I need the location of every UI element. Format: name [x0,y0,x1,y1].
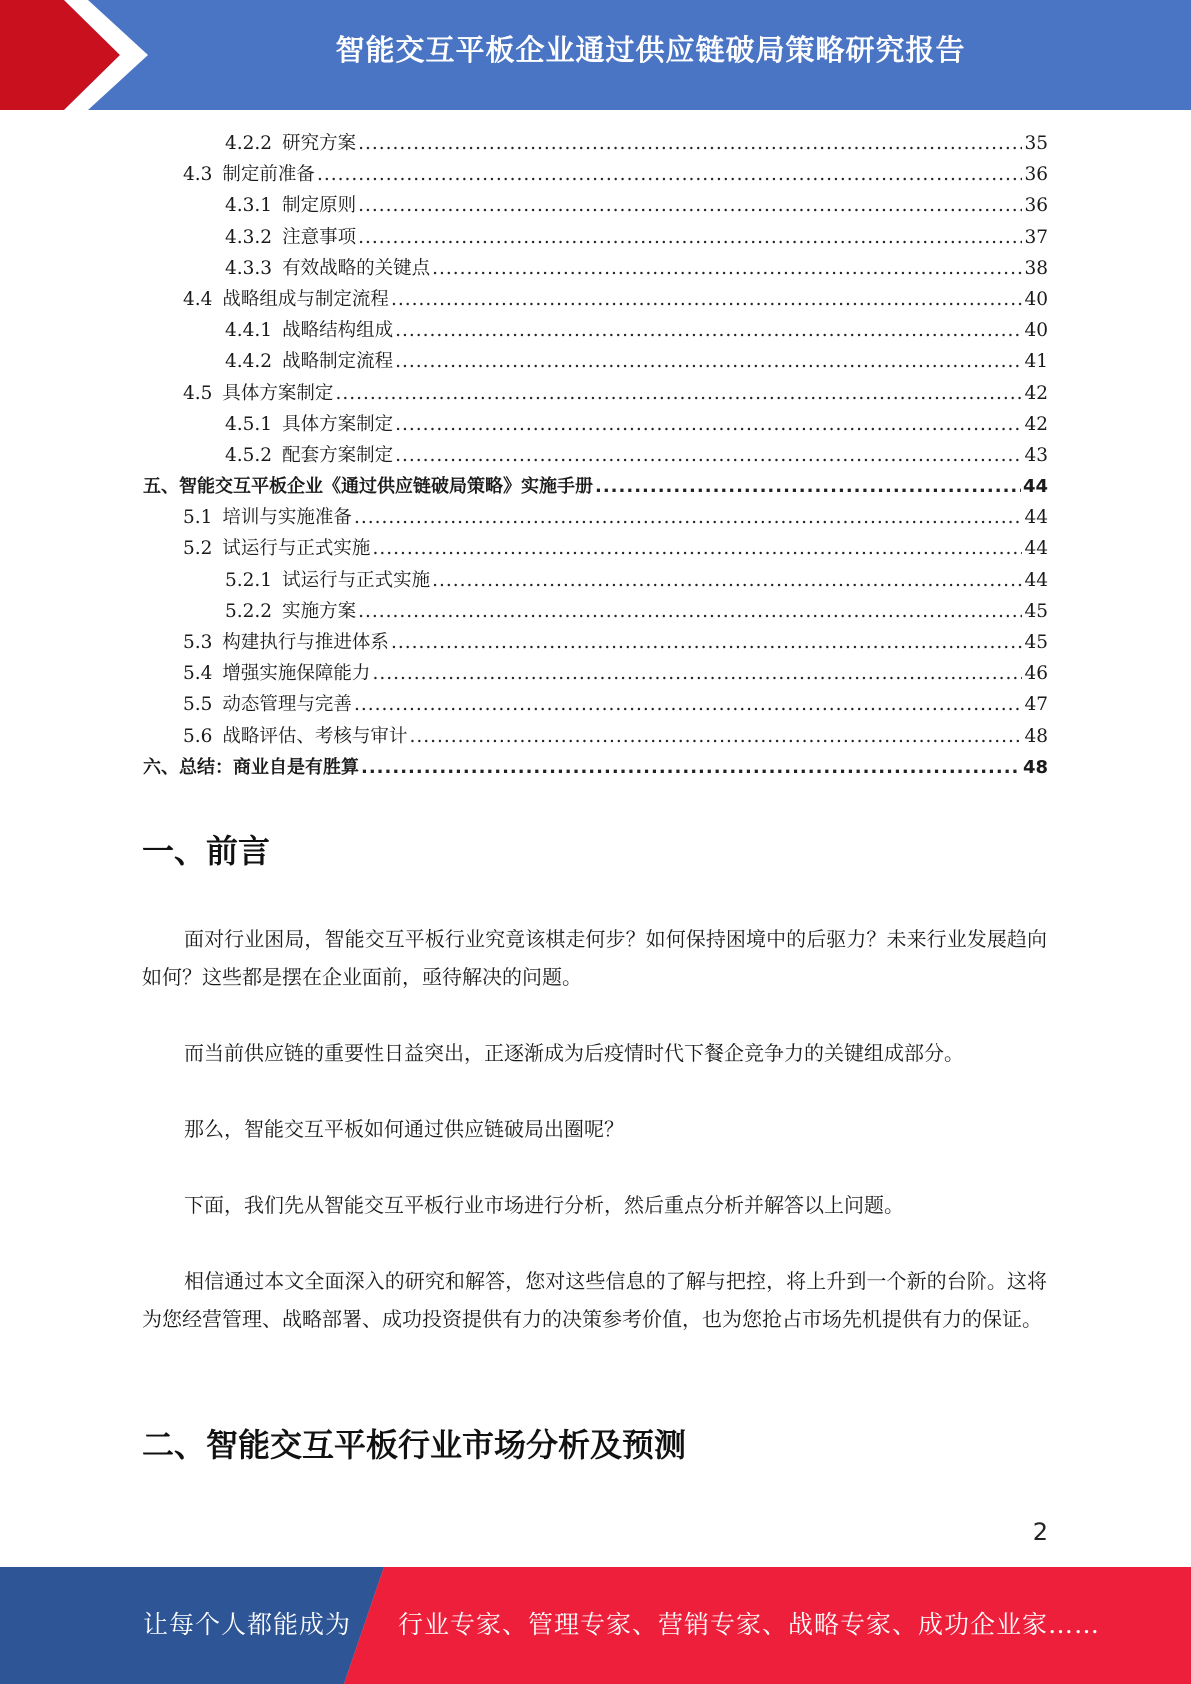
toc-leader-dots [391,284,1023,315]
toc-entry-number: 5.1 [183,507,213,529]
toc-entry-label: 注意事项 [282,226,357,248]
toc-entry-page: 38 [1024,257,1048,279]
toc-entry-number: 4.4.2 [225,351,273,373]
toc-leader-dots [595,471,1021,502]
toc-entry-page: 37 [1024,226,1048,248]
header-banner [0,0,1191,110]
toc-entry[interactable] [143,190,1048,221]
toc-entry-number: 5.2 [183,538,213,560]
toc-entry-label: 具体方案制定 [222,382,334,404]
toc-leader-dots [361,752,1021,783]
toc-entry-number: 4.4 [183,288,213,310]
toc-entry-page: 43 [1024,444,1048,466]
toc-leader-dots [358,128,1022,159]
toc-entry-label: 实施方案 [282,600,357,622]
toc-entry[interactable] [143,378,1048,409]
toc-leader-dots [354,689,1023,720]
toc-entry-label: 六、总结：商业自是有胜算 [143,756,359,778]
toc-entry-number: 5.4 [183,663,213,685]
toc-entry-page: 46 [1024,663,1048,685]
toc-entry-page: 44 [1024,569,1048,591]
footer-banner [0,1567,1191,1684]
toc-entry-page: 40 [1024,320,1048,342]
toc-entry-label: 培训与实施准备 [222,507,352,529]
paragraph: 那么，智能交互平板如何通过供应链破局出圈呢？ [184,1117,624,1141]
toc-leader-dots [432,565,1022,596]
table-of-contents [143,128,1048,783]
toc-entry-number: 4.2.2 [225,133,273,154]
toc-leader-dots [395,440,1022,471]
toc-entry[interactable] [143,222,1048,253]
toc-leader-dots [409,721,1022,752]
toc-leader-dots [317,159,1023,190]
toc-entry-label: 动态管理与完善 [222,694,352,716]
toc-entry-number: 5.5 [183,694,213,716]
toc-entry[interactable] [143,533,1048,564]
toc-entry[interactable] [143,658,1048,689]
toc-entry-label: 具体方案制定 [282,413,394,435]
paragraph: 相信通过本文全面深入的研究和解答，您对这些信息的了解与把控，将上升到一个新的台阶。这将为您经营管理、战略部署、成功投资提供有力的决策参考价值，也为您抢占市场先机提供有力的保证。 [142,1269,1047,1331]
toc-leader-dots [391,627,1023,658]
toc-leader-dots [354,502,1023,533]
toc-entry-page: 36 [1024,195,1048,217]
toc-entry[interactable] [143,440,1048,471]
toc-leader-dots [335,378,1022,409]
toc-entry-number: 5.6 [183,725,213,747]
toc-entry[interactable] [143,471,1048,502]
toc-entry-label: 试运行与正式实施 [222,538,371,560]
toc-entry[interactable] [143,721,1048,752]
toc-entry-label: 战略结构组成 [282,320,394,342]
toc-entry-page: 36 [1024,164,1048,186]
toc-entry-page: 41 [1024,351,1048,373]
toc-entry-label: 研究方案 [282,133,357,154]
toc-entry[interactable] [143,284,1048,315]
toc-entry-number: 4.4.1 [225,320,273,342]
toc-entry[interactable] [143,346,1048,377]
toc-entry-number: 4.5.1 [225,413,273,435]
toc-entry-label: 制定前准备 [222,164,315,186]
toc-entry-page: 48 [1024,725,1048,747]
toc-entry-label: 试运行与正式实施 [282,569,431,591]
toc-entry-number: 4.3.1 [225,195,273,217]
section-heading-preface: 一、前言 [142,832,271,870]
toc-entry-page: 47 [1024,694,1048,716]
toc-entry-page: 42 [1024,413,1048,435]
toc-leader-dots [395,346,1022,377]
toc-entry[interactable] [143,128,1048,159]
toc-entry[interactable] [143,159,1048,190]
toc-entry-label: 配套方案制定 [282,444,394,466]
toc-entry-number: 4.3.2 [225,226,273,248]
toc-entry-number: 5.2.2 [225,600,273,622]
arrow-decoration-icon [0,0,160,110]
toc-entry-label: 战略评估、考核与审计 [222,725,408,747]
toc-entry-label: 战略组成与制定流程 [222,288,389,310]
toc-entry[interactable] [143,253,1048,284]
toc-entry-label: 构建执行与推进体系 [222,632,389,653]
toc-entry[interactable] [143,689,1048,720]
toc-entry-number: 5.2.1 [225,569,273,591]
toc-entry-label: 战略制定流程 [282,351,394,373]
toc-entry[interactable] [143,627,1048,658]
toc-entry-label: 五、智能交互平板企业《通过供应链破局策略》实施手册 [143,476,593,498]
toc-entry-page: 44 [1022,476,1048,498]
page-number: 2 [1032,1518,1048,1546]
toc-entry[interactable] [143,596,1048,627]
toc-entry-page: 48 [1022,756,1048,778]
toc-leader-dots [358,222,1022,253]
toc-leader-dots [358,190,1022,221]
toc-entry-number: 4.5 [183,382,213,404]
toc-entry-label: 增强实施保障能力 [222,663,371,685]
toc-entry-page: 44 [1024,507,1048,529]
toc-entry-page: 45 [1024,600,1048,622]
toc-entry-number: 4.3 [183,164,213,186]
toc-entry-label: 制定原则 [282,195,357,217]
toc-entry-page: 40 [1024,288,1048,310]
toc-leader-dots [395,315,1022,346]
toc-entry-page: 42 [1024,382,1048,404]
paragraph: 下面，我们先从智能交互平板行业市场进行分析，然后重点分析并解答以上问题。 [184,1193,904,1217]
toc-entry-number: 4.3.3 [225,257,273,279]
toc-entry[interactable] [143,409,1048,440]
toc-entry[interactable] [143,315,1048,346]
toc-entry-page: 44 [1024,538,1048,560]
paragraph: 而当前供应链的重要性日益突出，正逐渐成为后疫情时代下餐企竞争力的关键组成部分。 [184,1041,964,1065]
toc-leader-dots [372,533,1022,564]
toc-leader-dots [432,253,1022,284]
toc-entry-page: 45 [1024,632,1048,653]
toc-entry-number: 5.3 [183,632,213,653]
footer-slogan-right: 行业专家、管理专家、营销专家、战略专家、成功企业家…… [398,1610,1101,1639]
report-title: 智能交互平板企业通过供应链破局策略研究报告 [335,33,966,67]
toc-leader-dots [395,409,1022,440]
toc-entry[interactable] [143,502,1048,533]
toc-entry-number: 4.5.2 [225,444,273,466]
footer-slogan-left: 让每个人都能成为 [143,1610,352,1639]
section-heading-market-analysis: 二、智能交互平板行业市场分析及预测 [142,1426,687,1464]
toc-entry-page: 35 [1024,133,1048,154]
paragraph: 面对行业困局，智能交互平板行业究竟该棋走何步？如何保持困境中的后驱力？未来行业发展趋向如何？这些都是摆在企业面前，亟待解决的问题。 [142,927,1047,989]
toc-leader-dots [372,658,1022,689]
toc-leader-dots [358,596,1022,627]
toc-entry[interactable] [143,565,1048,596]
toc-entry-label: 有效战略的关键点 [282,257,431,279]
toc-entry[interactable] [143,752,1048,783]
